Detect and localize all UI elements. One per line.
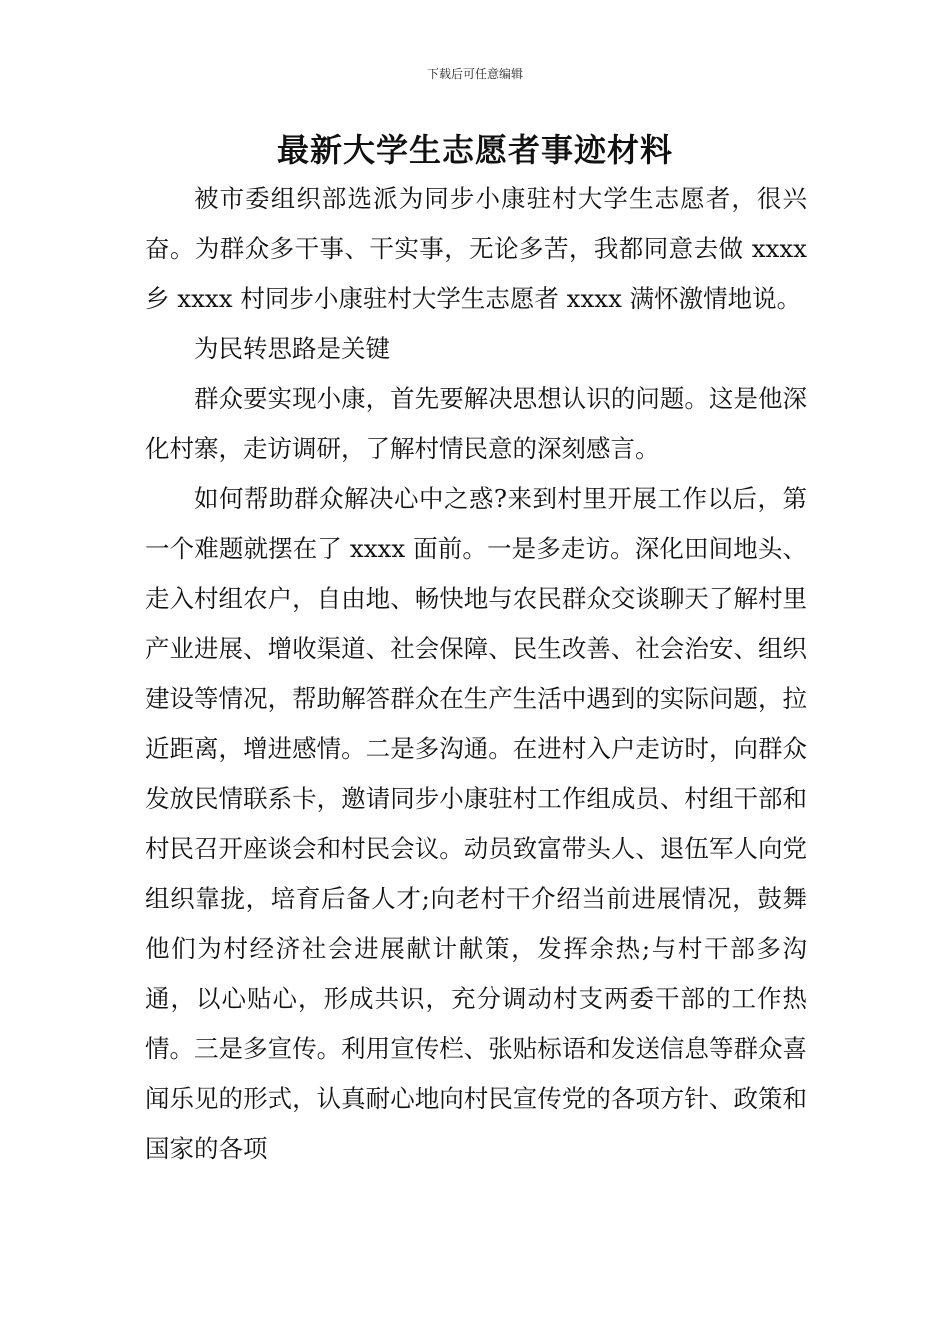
paragraph-methods: 如何帮助群众解决心中之惑?来到村里开展工作以后，第一个难题就摆在了 xxxx 面前。一是多走访。深化田间地头、走入村组农户，自由地、畅快地与农民群众交谈聊天了解村里产业进展、增收渠道、社会保障、民生改善、社会治安、组织建设等情况，帮助解答群众在生产生活中遇到的实际问题，拉近距离，增进感情。二是多沟通。在进村入户走访时，向群众发放民情联系卡，邀请同步小康驻村工作组成员、村组干部和村民召开座谈会和村民会议。动员致富带头人、退伍军人向党组织靠拢，培育后备人才;向老村干介绍当前进展情况，鼓舞他们为村经济社会进展献计献策，发挥余热;与村干部多沟通，以心贴心，形成共识，充分调动村支两委干部的工作热情。三是多宣传。利用宣传栏、张贴标语和发送信息等群众喜闻乐见的形式，认真耐心地向村民宣传党的各项方针、政策和国家的各项 — [145, 484, 807, 1163]
header-note: 下载后可任意编辑 — [426, 67, 523, 81]
document-body — [145, 174, 807, 1174]
section-heading: 为民转思路是关键 — [194, 334, 390, 363]
paragraph-intro: 被市委组织部选派为同步小康驻村大学生志愿者，很兴奋。为群众多干事、干实事，无论多苦，我都同意去做 xxxx 乡 xxxx 村同步小康驻村大学生志愿者 xxxx 满怀激情地说。 — [145, 184, 807, 313]
paragraph-thinking: 群众要实现小康，首先要解决思想认识的问题。这是他深化村寨，走访调研，了解村情民意的深刻感言。 — [145, 384, 807, 463]
document-title: 最新大学生志愿者事迹材料 — [276, 131, 673, 169]
